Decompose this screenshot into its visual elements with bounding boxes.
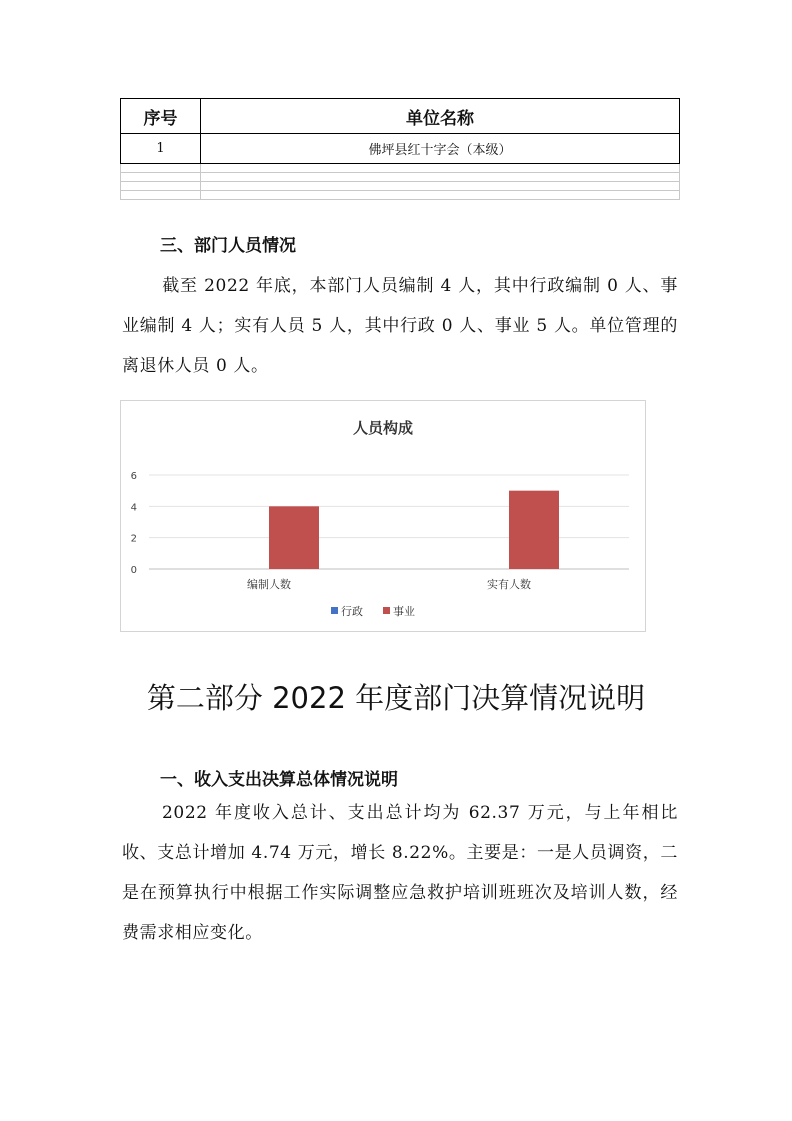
part-title: 第二部分 2022 年度部门决算情况说明 [146, 681, 646, 715]
table-row-empty [121, 182, 680, 191]
staff-paragraph-text: 截至 2022 年底，本部门人员编制 4 人，其中行政编制 0 人、事业编制 4 人；实有人员 5 人，其中行政 0 人、事业 5 人。单位管理的离退休人员 0 人。 [122, 276, 678, 376]
income-expense-paragraph [122, 793, 678, 953]
legend-swatch [331, 607, 338, 614]
legend-label: 行政 [341, 605, 363, 618]
y-tick-label: 6 [130, 471, 137, 482]
row-unit-name: 佛坪县红十字会（本级） [201, 134, 680, 164]
x-category-label: 编制人数 [247, 578, 291, 591]
y-tick-label: 4 [130, 502, 137, 514]
legend-swatch [383, 607, 390, 614]
legend-label: 事业 [393, 605, 415, 618]
row-index: 1 [121, 134, 201, 164]
section-heading-income-expense: 一、收入支出决算总体情况说明 [160, 770, 398, 790]
x-category-label: 实有人数 [487, 578, 531, 591]
chart-svg [121, 401, 645, 631]
staff-composition-chart [120, 400, 646, 632]
header-index: 序号 [121, 99, 201, 134]
y-tick-label: 0 [130, 565, 137, 576]
table-row-empty [121, 173, 680, 182]
y-tick-label: 2 [130, 533, 137, 545]
unit-table [120, 98, 680, 200]
table-row [121, 134, 680, 164]
header-unit-name: 单位名称 [201, 99, 680, 134]
table-row-empty [121, 164, 680, 173]
staff-paragraph [122, 266, 678, 386]
table-header-row [121, 99, 680, 134]
income-expense-paragraph-text: 2022 年度收入总计、支出总计均为 62.37 万元，与上年相比收、支总计增加 4.74 万元，增长 8.22%。主要是：一是人员调资，二是在预算执行中根据工作实际调整应急救护培训班班次及培训人数，经费需求相应变化。 [122, 803, 678, 943]
bar-事业 [509, 491, 559, 569]
table-row-empty [121, 191, 680, 200]
bar-事业 [269, 506, 319, 569]
section-heading-staff: 三、部门人员情况 [160, 236, 296, 256]
chart-title: 人员构成 [352, 419, 414, 437]
